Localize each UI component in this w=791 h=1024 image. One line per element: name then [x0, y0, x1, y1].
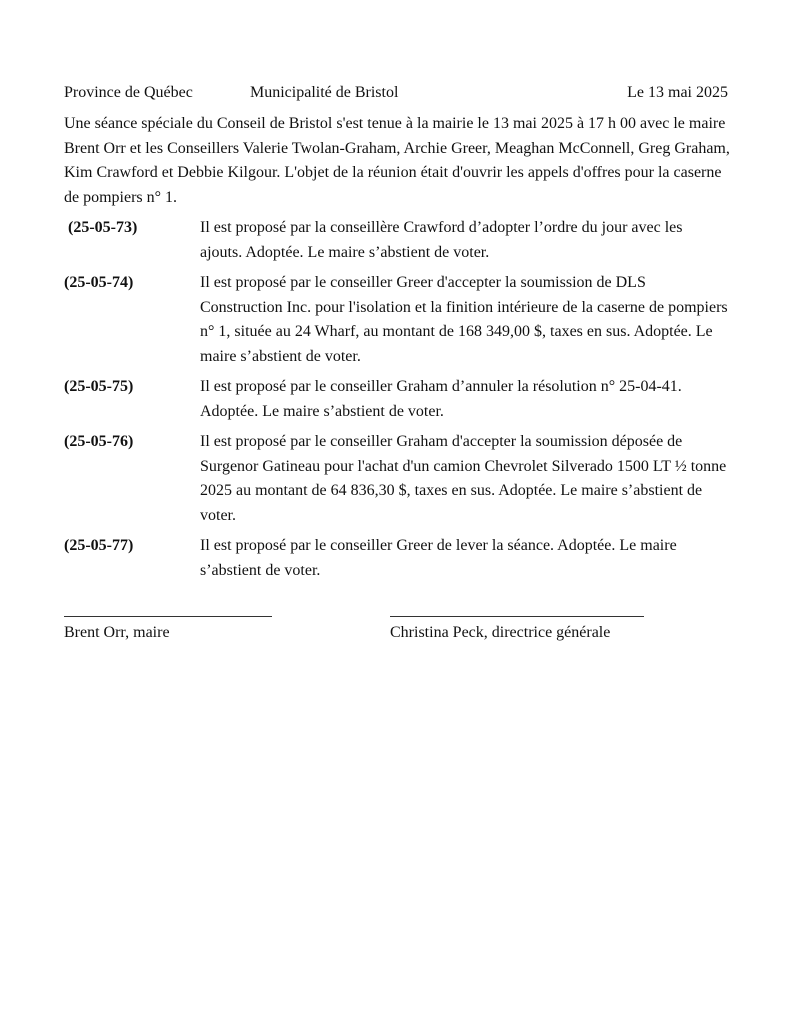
resolution-text: Il est proposé par le conseiller Greer d'accepter la soumission de DLS Construction Inc. pour l'isolation et la finition intérieure de la caserne de pompiers n° 1, située au 24 Wharf, au montant de 168 349,00 $, taxes en sus. Adoptée. Le maire s’abstient de voter. [200, 274, 728, 365]
resolution-item [64, 216, 728, 265]
resolution-number: (25-05-76) [64, 433, 134, 450]
resolution-item [64, 271, 728, 369]
resolution-number: (25-05-77) [64, 537, 134, 554]
signature-line [64, 616, 272, 617]
meeting-date: Le 13 mai 2025 [627, 84, 728, 101]
municipality-label: Municipalité de Bristol [250, 84, 399, 101]
resolution-item [64, 375, 728, 424]
resolution-text: Il est proposé par la conseillère Crawford d’adopter l’ordre du jour avec les ajouts. Adoptée. Le maire s’abstient de voter. [200, 219, 683, 261]
resolution-item [64, 430, 728, 528]
document-header [64, 82, 728, 106]
signature-block [64, 616, 728, 656]
province-label: Province de Québec [64, 84, 193, 101]
resolution-text: Il est proposé par le conseiller Graham d’annuler la résolution n° 25-04-41. Adoptée. Le maire s’abstient de voter. [200, 378, 682, 420]
director-name: Christina Peck, directrice générale [390, 624, 611, 641]
intro-paragraph: Une séance spéciale du Conseil de Bristol s'est tenue à la mairie le 13 mai 2025 à 17 h 00 avec le maire Brent Orr et les Conseillers Valerie Twolan-Graham, Archie Greer, Meaghan McConnell, Greg Graham, Kim Crawford et Debbie Kilgour. L'objet de la réunion était d'ouvrir les appels d'offres pour la caserne de pompiers n° 1. [64, 115, 730, 206]
mayor-name: Brent Orr, maire [64, 624, 170, 641]
resolutions-list [64, 216, 728, 583]
minutes-document [64, 82, 728, 589]
signature-line [390, 616, 644, 617]
resolution-text: Il est proposé par le conseiller Greer de lever la séance. Adoptée. Le maire s’abstient de voter. [200, 537, 677, 579]
resolution-number: (25-05-75) [64, 378, 134, 395]
resolution-number: (25-05-74) [64, 274, 134, 291]
director-signature [390, 616, 644, 643]
mayor-signature [64, 616, 272, 643]
resolution-item [64, 534, 728, 583]
resolution-text: Il est proposé par le conseiller Graham d'accepter la soumission déposée de Surgenor Gatineau pour l'achat d'un camion Chevrolet Silverado 1500 LT ½ tonne 2025 au montant de 64 836,30 $, taxes en sus. Adoptée. Le maire s’abstient de voter. [200, 433, 727, 524]
resolution-number: (25-05-73) [68, 219, 138, 236]
